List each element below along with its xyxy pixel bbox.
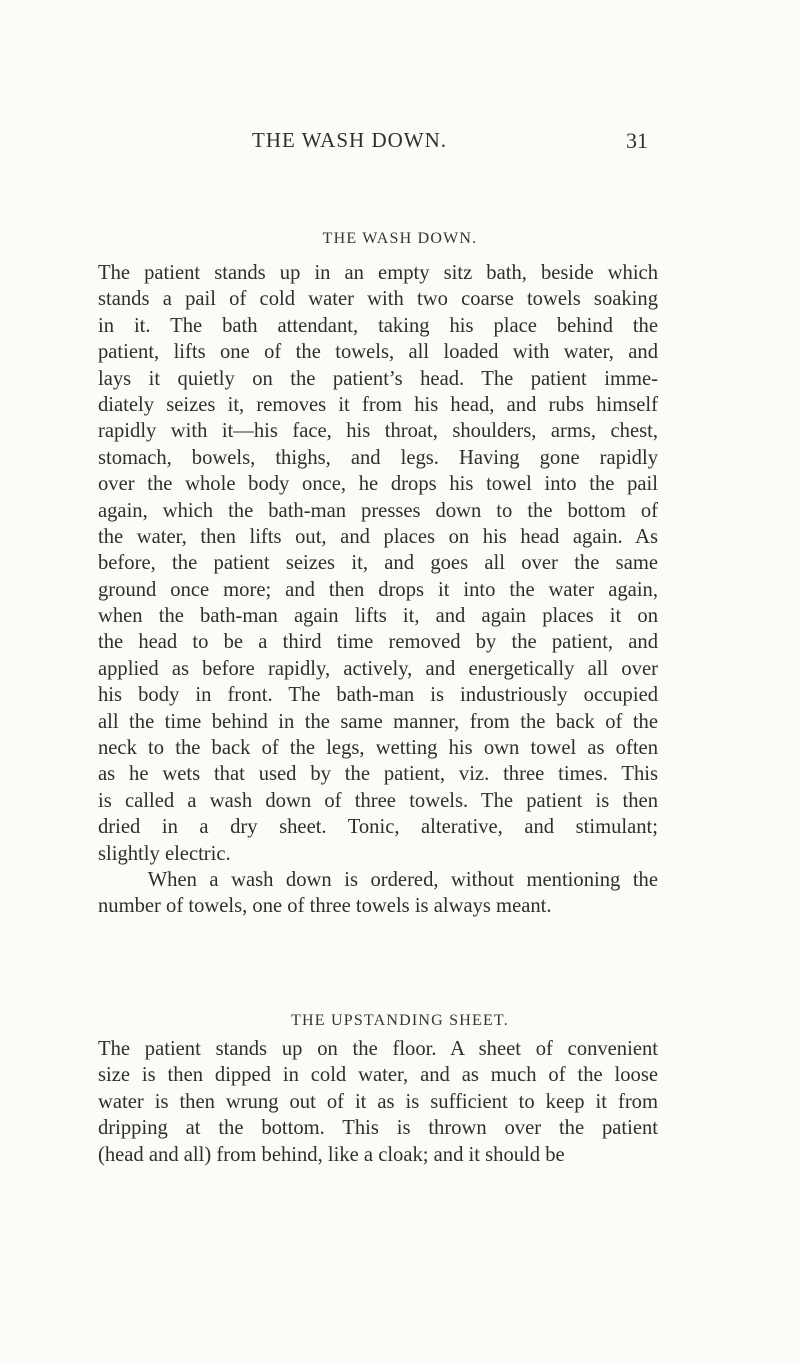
running-head [0,128,800,158]
section-heading-upstanding-sheet: THE UPSTANDING SHEET. [291,1012,509,1029]
text-line: in it. The bath attendant, taking his place behind the [98,314,658,337]
section-body-upstanding-sheet [98,1036,658,1168]
running-head-title: THE WASH DOWN. [252,128,448,152]
text-line: lays it quietly on the patient’s head. The patient imme- [98,367,658,390]
text-line: stomach, bowels, thighs, and legs. Having gone rapidly [98,446,658,469]
section-body-wash-down [98,260,658,920]
text-line: diately seizes it, removes it from his head, and rubs himself [98,393,658,416]
text-line: number of towels, one of three towels is always meant. [98,895,552,918]
text-line: his body in front. The bath-man is industriously occupied [98,684,658,707]
text-line: is called a wash down of three towels. The patient is then [98,789,658,812]
text-line: When a wash down is ordered, without mentioning the [98,868,658,891]
text-line: slightly electric. [98,842,231,865]
text-line: stands a pail of cold water with two coarse towels soaking [98,288,658,311]
text-line: again, which the bath-man presses down to the bottom of [98,499,658,522]
text-line: applied as before rapidly, actively, and energetically all over [98,657,658,680]
text-line: the water, then lifts out, and places on his head again. As [98,525,658,548]
text-line: The patient stands up on the floor. A sheet of convenient [98,1038,658,1060]
text-line: when the bath-man again lifts it, and again places it on [98,605,658,628]
text-line: rapidly with it—his face, his throat, shoulders, arms, chest, [98,420,658,443]
text-line: the head to be a third time removed by the patient, and [98,631,658,654]
text-line: The patient stands up in an empty sitz bath, beside which [98,262,658,284]
page-number: 31 [626,128,648,153]
text-line: dried in a dry sheet. Tonic, alterative, and stimulant; [98,816,658,839]
text-line: before, the patient seizes it, and goes all over the same [98,552,658,575]
text-line: water is then wrung out of it as is sufficient to keep it from [98,1090,658,1113]
text-line: as he wets that used by the patient, viz. three times. This [98,763,658,786]
text-line: over the whole body once, he drops his towel into the pail [98,473,658,496]
text-line: (head and all) from behind, like a cloak; and it should be [98,1143,565,1166]
text-line: neck to the back of the legs, wetting his own towel as often [98,737,658,760]
section-heading-wash-down: THE WASH DOWN. [322,230,478,247]
text-line: size is then dipped in cold water, and as much of the loose [98,1064,658,1087]
text-line: all the time behind in the same manner, from the back of the [98,710,658,733]
text-line: ground once more; and then drops it into the water again, [98,578,658,601]
text-line: dripping at the bottom. This is thrown over the patient [98,1117,658,1140]
text-line: patient, lifts one of the towels, all loaded with water, and [98,341,658,364]
